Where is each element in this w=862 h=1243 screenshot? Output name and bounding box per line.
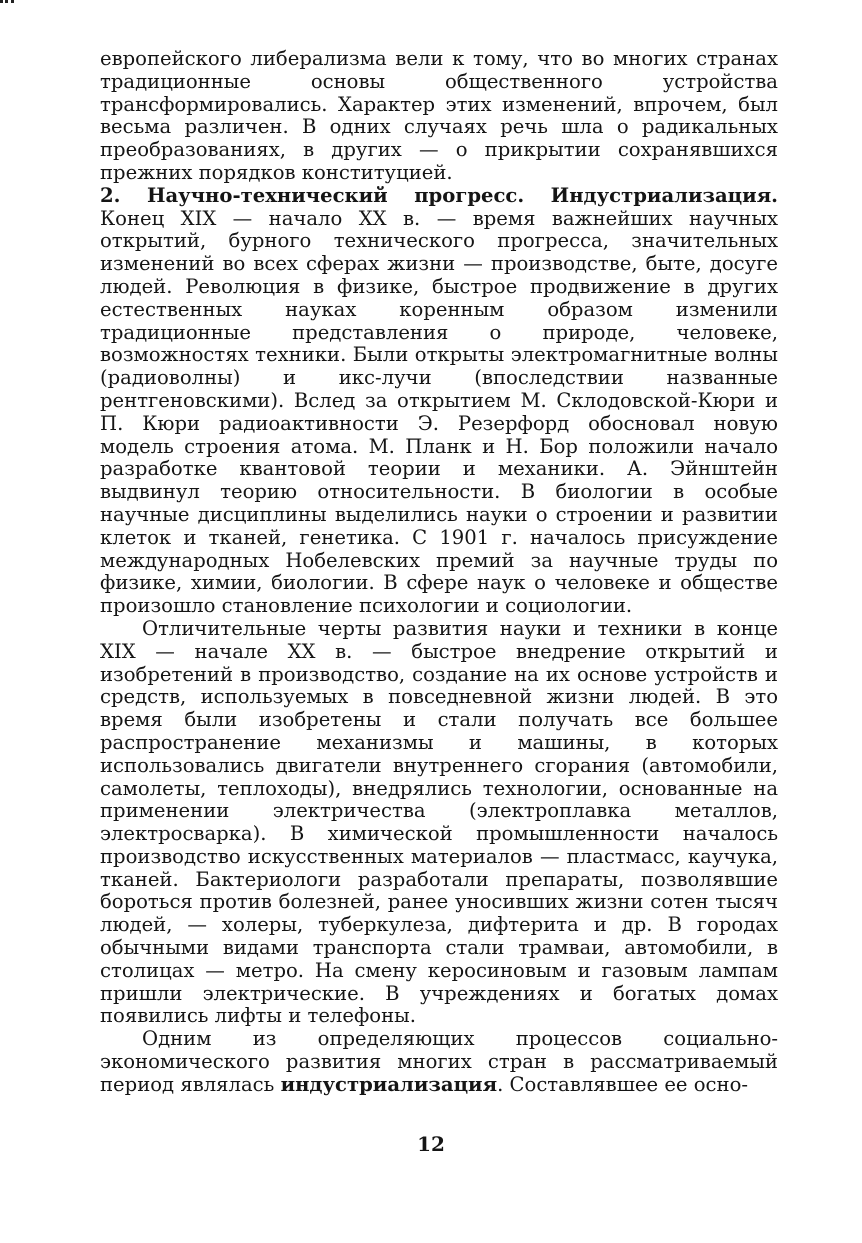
paragraph-industrialization — [100, 1028, 778, 1096]
page-text — [100, 48, 778, 1097]
page-number: 12 — [417, 1132, 445, 1156]
scan-corner-mark — [0, 0, 14, 7]
term-industrialization: индустриализация — [280, 1072, 498, 1096]
paragraph-tech-features: Отличительные черты развития науки и техники в конце XIX — начале XX в. — быстрое внедрение открытий и изобретений в производство, создание на их основе устройств и средств, используемых в повседневной жизни людей. В это время были изобретены и стали получать все большее распространение механизмы и машины, в которых использовались двигатели внутреннего сгорания (автомобили, самолеты, теплоходы), внедрялись технологии, основанные на применении электричества (электроплавка металлов, электросварка). В химической промышленности началось производство искусственных материалов — пластмасс, каучука, тканей. Бактериологи разработали препараты, позволявшие бороться против болезней, ранее уносивших жизни сотен тысяч людей, — холеры, туберкулеза, дифтерита и др. В городах обычными видами транспорта стали трамваи, автомобили, в столицах — метро. На смену керосиновым и газовым лампам пришли электрические. В учреждениях и богатых домах появились лифты и телефоны. — [100, 616, 778, 1028]
paragraph-liberalism: европейского либерализма вели к тому, что во многих странах традиционные основы общественного устройства трансформировались. Характер этих изменений, впрочем, был весьма различен. В одних случаях речь шла о радикальных преобразованиях, в других — о прикрытии сохранявшихся прежних порядков конституцией. — [100, 47, 778, 184]
paragraph-scientific-progress — [100, 185, 778, 618]
paragraph-industrialization-end: . Составлявшее ее осно- — [497, 1072, 748, 1096]
section-heading: 2. Научно-технический прогресс. Индустриализация. — [100, 183, 778, 207]
paragraph-scientific-progress-body: Конец XIX — начало XX в. — время важнейших научных открытий, бурного технического прогресса, значительных изменений во всех сферах жизни — производстве, быте, досуге людей. Революция в физике, быстрое продвижение в других естественных науках коренным образом изменили традиционные представления о природе, человеке, возможностях техники. Были открыты электромагнитные волны (радиоволны) и икс-лучи (впоследствии названные рентгеновскими). Вслед за открытием М. Склодовской-Кюри и П. Кюри радиоактивности Э. Резерфорд обосновал новую модель строения атома. М. Планк и Н. Бор положили начало разработке квантовой теории и механики. А. Эйнштейн выдвинул теорию относительности. В биологии в особые научные дисциплины выделились науки о строении и развитии клеток и тканей, генетика. С 1901 г. началось присуждение международных Нобелевских премий за научные труды по физике, химии, биологии. В сфере наук о человеке и обществе произошло становление психологии и социологии. — [100, 206, 778, 618]
paragraph-industrialization-start: Одним из определяющих процессов социально-экономического развития многих стран в рассматриваемый период являлась — [100, 1027, 778, 1096]
